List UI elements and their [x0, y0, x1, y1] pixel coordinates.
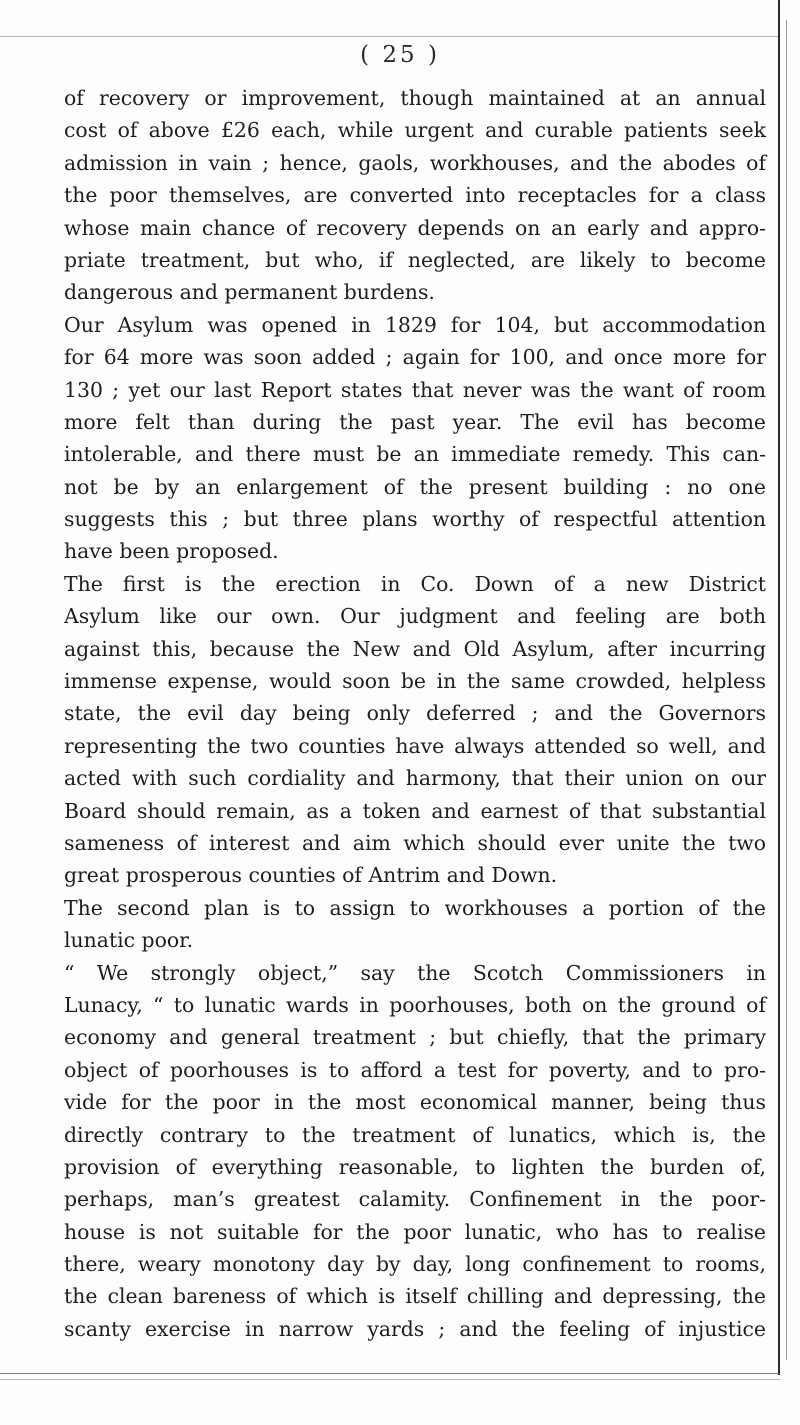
- text-line: not be by an enlargement of the present building : no one: [64, 474, 766, 499]
- text-line: Board should remain, as a token and earnest of that substantial: [64, 798, 766, 823]
- text-line: Asylum like our own. Our judgment and feeling are both: [64, 604, 766, 629]
- text-line: of recovery or improvement, though maintained at an annual: [64, 86, 766, 110]
- text-line: 130 ; yet our last Report states that never was the want of room: [64, 377, 766, 402]
- text-line: directly contrary to the treatment of lunatics, which is, the: [64, 1122, 766, 1147]
- text-line: admission in vain ; hence, gaols, workhouses, and the abodes of: [64, 150, 766, 175]
- text-line: representing the two counties have always attended so well, and: [64, 733, 766, 758]
- text-line: object of poorhouses is to afford a test for poverty, and to pro-: [64, 1057, 766, 1082]
- text-line: whose main chance of recovery depends on an early and appro-: [64, 215, 766, 240]
- text-line: The first is the erection in Co. Down of a new District: [64, 571, 766, 596]
- text-line: for 64 more was soon added ; again for 100, and once more for: [64, 345, 766, 370]
- text-line: state, the evil day being only deferred ; and the Governors: [64, 701, 766, 726]
- text-line: house is not suitable for the poor lunatic, who has to realise: [64, 1219, 766, 1244]
- page-bottom-edge: [0, 1373, 780, 1374]
- text-line: scanty exercise in narrow yards ; and the feeling of injustice: [64, 1316, 766, 1341]
- page-right-edge: [778, 0, 780, 1375]
- text-line: priate treatment, but who, if neglected, are likely to become: [64, 247, 766, 272]
- text-line: Our Asylum was opened in 1829 for 104, but accommodation: [64, 312, 766, 337]
- text-line: have been proposed.: [64, 539, 279, 564]
- text-line: the clean bareness of which is itself chilling and depressing, the: [64, 1284, 766, 1309]
- text-line: lunatic poor.: [64, 928, 194, 953]
- text-line: immense expense, would soon be in the same crowded, helpless: [64, 669, 766, 694]
- text-line: the poor themselves, are converted into receptacles for a class: [64, 183, 766, 208]
- page-top-edge: [0, 36, 778, 37]
- text-line: against this, because the New and Old Asylum, after incurring: [64, 636, 766, 661]
- text-line: more felt than during the past year. The evil has become: [64, 409, 766, 434]
- text-line: great prosperous counties of Antrim and Down.: [64, 863, 558, 888]
- text-line: “ We strongly object,” say the Scotch Commissioners in: [64, 960, 766, 985]
- page-right-shadow: [786, 20, 787, 1360]
- page-bottom-shadow: [0, 1379, 780, 1380]
- text-line: acted with such cordiality and harmony, that their union on our: [64, 766, 766, 791]
- text-line: The second plan is to assign to workhouses a portion of the: [64, 895, 766, 920]
- body-text: [64, 82, 766, 1345]
- text-line: perhaps, man’s greatest calamity. Confinement in the poor-: [64, 1187, 766, 1212]
- text-line: there, weary monotony day by day, long confinement to rooms,: [64, 1252, 766, 1277]
- text-line: provision of everything reasonable, to lighten the burden of,: [64, 1154, 766, 1179]
- text-line: Lunacy, “ to lunatic wards in poorhouses, both on the ground of: [64, 992, 766, 1017]
- page-number: ( 25 ): [360, 42, 440, 68]
- text-line: vide for the poor in the most economical manner, being thus: [64, 1090, 766, 1115]
- text-line: dangerous and permanent burdens.: [64, 280, 435, 305]
- text-line: intolerable, and there must be an immediate remedy. This can-: [64, 442, 766, 467]
- text-line: cost of above £26 each, while urgent and curable patients seek: [64, 118, 766, 143]
- text-line: economy and general treatment ; but chiefly, that the primary: [64, 1025, 766, 1050]
- text-line: suggests this ; but three plans worthy of respectful attention: [64, 507, 766, 532]
- text-line: sameness of interest and aim which should ever unite the two: [64, 830, 766, 855]
